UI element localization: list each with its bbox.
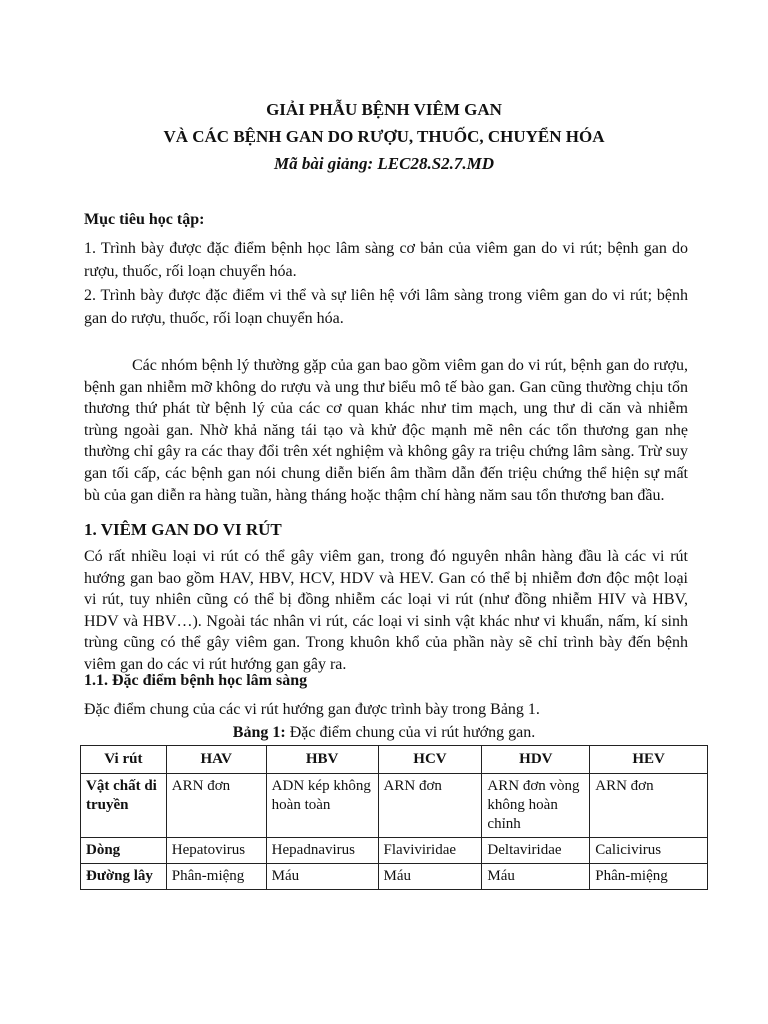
document-title-line1: GIẢI PHẪU BỆNH VIÊM GAN bbox=[266, 100, 502, 119]
table-caption-label: Bảng 1: bbox=[232, 724, 286, 741]
table-cell: Hepatovirus bbox=[166, 838, 266, 864]
table-cell: ARN đơn vòng không hoàn chỉnh bbox=[482, 774, 590, 838]
objectives-heading: Mục tiêu học tập: bbox=[84, 211, 205, 228]
table-header-cell: HDV bbox=[482, 746, 590, 774]
table-row bbox=[81, 838, 708, 864]
table-row-label: Đường lây bbox=[81, 864, 167, 890]
table-header-cell: HCV bbox=[378, 746, 482, 774]
section-1-paragraph: Có rất nhiều loại vi rút có thể gây viêm gan, trong đó nguyên nhân hàng đầu là các vi rút hướng gan bao gồm HAV, HBV, HCV, HDV và HEV. Gan có thể bị nhiễm đơn độc một loại vi rút, tuy nhiên cũng có thể bị đồng nhiễm các loại vi rút (như đồng nhiễm HIV và HBV, HDV và HBV…). Ngoài tác nhân vi rút, các loại vi sinh vật khác như vi khuẩn, nấm, kí sinh trùng cũng có thể gây viêm gan. Trong khuôn khổ của phần này sẽ chỉ trình bày đến bệnh viêm gan do các vi rút hướng gan gây ra. bbox=[84, 548, 688, 673]
table-row-label: Dòng bbox=[81, 838, 167, 864]
table-cell: Flaviviridae bbox=[378, 838, 482, 864]
table-cell: Hepadnavirus bbox=[266, 838, 378, 864]
table-cell: Máu bbox=[266, 864, 378, 890]
table-row bbox=[81, 774, 708, 838]
section-1-1-heading: 1.1. Đặc điểm bệnh học lâm sàng bbox=[84, 672, 308, 689]
table-cell: ARN đơn bbox=[378, 774, 482, 838]
virus-table bbox=[80, 745, 708, 890]
table-cell: ADN kép không hoàn toàn bbox=[266, 774, 378, 838]
table-row-label: Vật chất di truyền bbox=[81, 774, 167, 838]
table-header-cell: HAV bbox=[166, 746, 266, 774]
table-row bbox=[81, 864, 708, 890]
table-cell: ARN đơn bbox=[590, 774, 708, 838]
table-cell: ARN đơn bbox=[166, 774, 266, 838]
table-cell: Phân-miệng bbox=[166, 864, 266, 890]
table-header-cell: HBV bbox=[266, 746, 378, 774]
section-1-heading: 1. VIÊM GAN DO VI RÚT bbox=[84, 520, 282, 539]
objective-item-2: 2. Trình bày được đặc điểm vi thể và sự liên hệ với lâm sàng trong viêm gan do vi rút; bệnh gan do rượu, thuốc, rối loạn chuyển hóa. bbox=[84, 287, 688, 327]
table-cell: Deltaviridae bbox=[482, 838, 590, 864]
table-header-cell: HEV bbox=[590, 746, 708, 774]
section-1-1-paragraph: Đặc điểm chung của các vi rút hướng gan được trình bày trong Bảng 1. bbox=[84, 701, 540, 718]
table-cell: Máu bbox=[378, 864, 482, 890]
table-header-row bbox=[81, 746, 708, 774]
table-caption-text: Đặc điểm chung của vi rút hướng gan. bbox=[285, 724, 536, 741]
table-caption bbox=[0, 724, 768, 742]
intro-paragraph: Các nhóm bệnh lý thường gặp của gan bao gồm viêm gan do vi rút, bệnh gan do rượu, bệnh gan nhiễm mỡ không do rượu và ung thư biểu mô tế bào gan. Gan cũng thường chịu tổn thương thứ phát từ bệnh lý của các cơ quan khác như tim mạch, ung thư di căn và nhiễm trùng ngoài gan. Nhờ khả năng tái tạo và khử độc mạnh mẽ nên các tổn thương gan nhẹ thường chỉ gây ra các thay đổi trên xét nghiệm và không gây ra triệu chứng lâm sàng. Trừ suy gan tối cấp, các bệnh gan nói chung diễn biến âm thầm dẫn đến triệu chứng thể hiện sự mất bù của gan diễn ra hàng tuần, hàng tháng hoặc thậm chí hàng năm sau tổn thương ban đầu. bbox=[84, 357, 688, 504]
table-cell: Máu bbox=[482, 864, 590, 890]
table-header-cell: Vi rút bbox=[81, 746, 167, 774]
table-cell: Calicivirus bbox=[590, 838, 708, 864]
table-cell: Phân-miệng bbox=[590, 864, 708, 890]
lecture-code: Mã bài giảng: LEC28.S2.7.MD bbox=[273, 154, 495, 173]
document-title-line2: VÀ CÁC BỆNH GAN DO RƯỢU, THUỐC, CHUYỂN HÓA bbox=[163, 127, 605, 146]
objective-item-1: 1. Trình bày được đặc điểm bệnh học lâm sàng cơ bản của viêm gan do vi rút; bệnh gan do rượu, thuốc, rối loạn chuyển hóa. bbox=[84, 240, 688, 280]
